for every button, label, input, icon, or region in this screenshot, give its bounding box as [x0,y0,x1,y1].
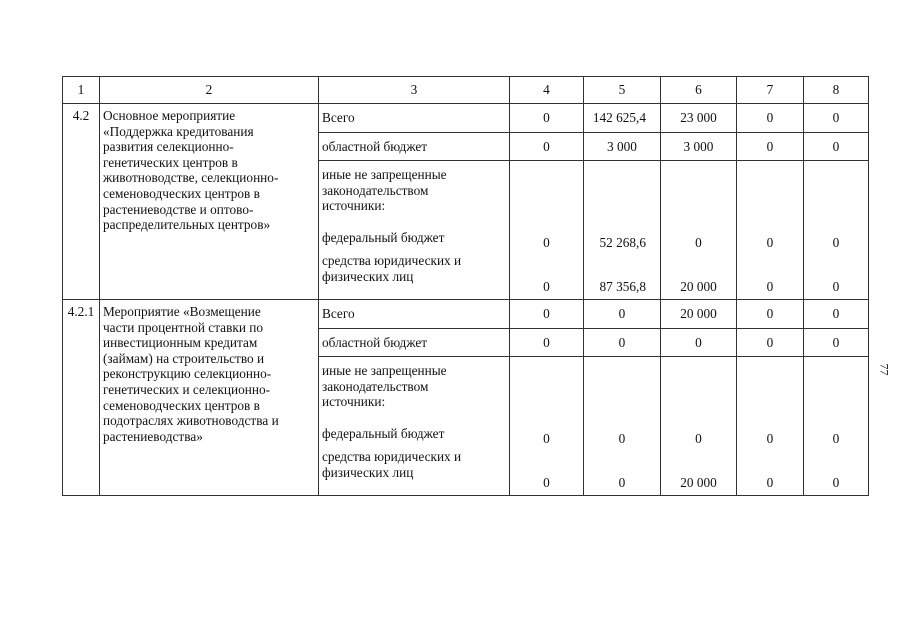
header-cell: 6 [661,77,737,104]
value-cell: 23 000 [661,104,737,133]
legal-entities-label: средства юридических и физических лиц [322,449,462,480]
source-label: Всего [319,104,510,133]
federal-value: 0 [766,235,774,250]
page-number: 77 [877,363,892,376]
value-cell: 3 000 [584,133,661,161]
legal-value: 20 000 [680,279,717,294]
item-code: 4.2 [63,104,100,300]
legal-entities-label: средства юридических и физических лиц [322,253,462,284]
value-cell: 0 [510,104,584,133]
federal-value: 0 [618,431,626,446]
value-cell: 0 [737,133,804,161]
value-cell: 3 000 [661,133,737,161]
federal-value: 0 [543,235,550,250]
legal-value: 20 000 [680,475,717,490]
federal-budget-label: федеральный бюджет [322,425,445,441]
other-sources-intro: иные не запрещенные законодательством источники: [322,167,447,214]
table-row [63,104,869,133]
value-cell: 0 [584,300,661,329]
value-cell: 0 [737,300,804,329]
other-sources-intro: иные не запрещенные законодательством источники: [322,363,447,410]
source-label: областной бюджет [319,329,510,357]
federal-budget-label: федеральный бюджет [322,229,445,245]
value-cell [737,161,804,300]
header-cell: 3 [319,77,510,104]
header-cell: 2 [100,77,319,104]
federal-value: 0 [832,235,840,250]
federal-value: 0 [832,431,840,446]
budget-table [62,76,869,496]
value-cell: 0 [510,133,584,161]
legal-value: 0 [543,279,550,294]
legal-value: 0 [766,475,774,490]
header-cell: 7 [737,77,804,104]
value-cell [584,357,661,496]
federal-value: 0 [695,235,702,250]
value-cell [510,357,584,496]
value-cell [804,161,869,300]
source-label: областной бюджет [319,133,510,161]
other-sources-cell [319,161,510,300]
value-cell [661,161,737,300]
header-cell: 1 [63,77,100,104]
source-label: Всего [319,300,510,329]
item-code: 4.2.1 [63,300,100,496]
value-cell: 0 [510,329,584,357]
table-row [63,300,869,329]
legal-value: 87 356,8 [599,279,646,294]
legal-value: 0 [766,279,774,294]
value-cell [510,161,584,300]
value-cell [584,161,661,300]
value-cell [737,357,804,496]
value-cell: 142 625,4 [584,104,661,133]
value-cell: 0 [737,329,804,357]
value-cell [804,357,869,496]
legal-value: 0 [832,279,840,294]
value-cell: 0 [804,329,869,357]
header-cell: 5 [584,77,661,104]
value-cell: 0 [804,104,869,133]
federal-value: 0 [543,431,550,446]
federal-value: 52 268,6 [599,235,646,250]
value-cell: 0 [584,329,661,357]
header-cell: 4 [510,77,584,104]
value-cell: 0 [661,329,737,357]
value-cell: 0 [510,300,584,329]
legal-value: 0 [618,475,626,490]
other-sources-cell [319,357,510,496]
item-name: Мероприятие «Возмещение части процентной ставки по инвестиционным кредитам (займам) на строительство и реконструкцию селекционно- генетических и селекционно- семеноводческих центров в подотраслях животноводства и растениеводства» [100,300,319,496]
federal-value: 0 [695,431,702,446]
item-name: Основное мероприятие «Поддержка кредитования развития селекционно- генетических центров в животноводстве, селекционно- семеноводческих центров в растениеводстве и оптово- распределительных центров» [100,104,319,300]
value-cell: 0 [804,300,869,329]
value-cell: 20 000 [661,300,737,329]
header-cell: 8 [804,77,869,104]
value-cell: 0 [804,133,869,161]
legal-value: 0 [832,475,840,490]
header-row [63,77,869,104]
federal-value: 0 [766,431,774,446]
legal-value: 0 [543,475,550,490]
value-cell: 0 [737,104,804,133]
value-cell [661,357,737,496]
